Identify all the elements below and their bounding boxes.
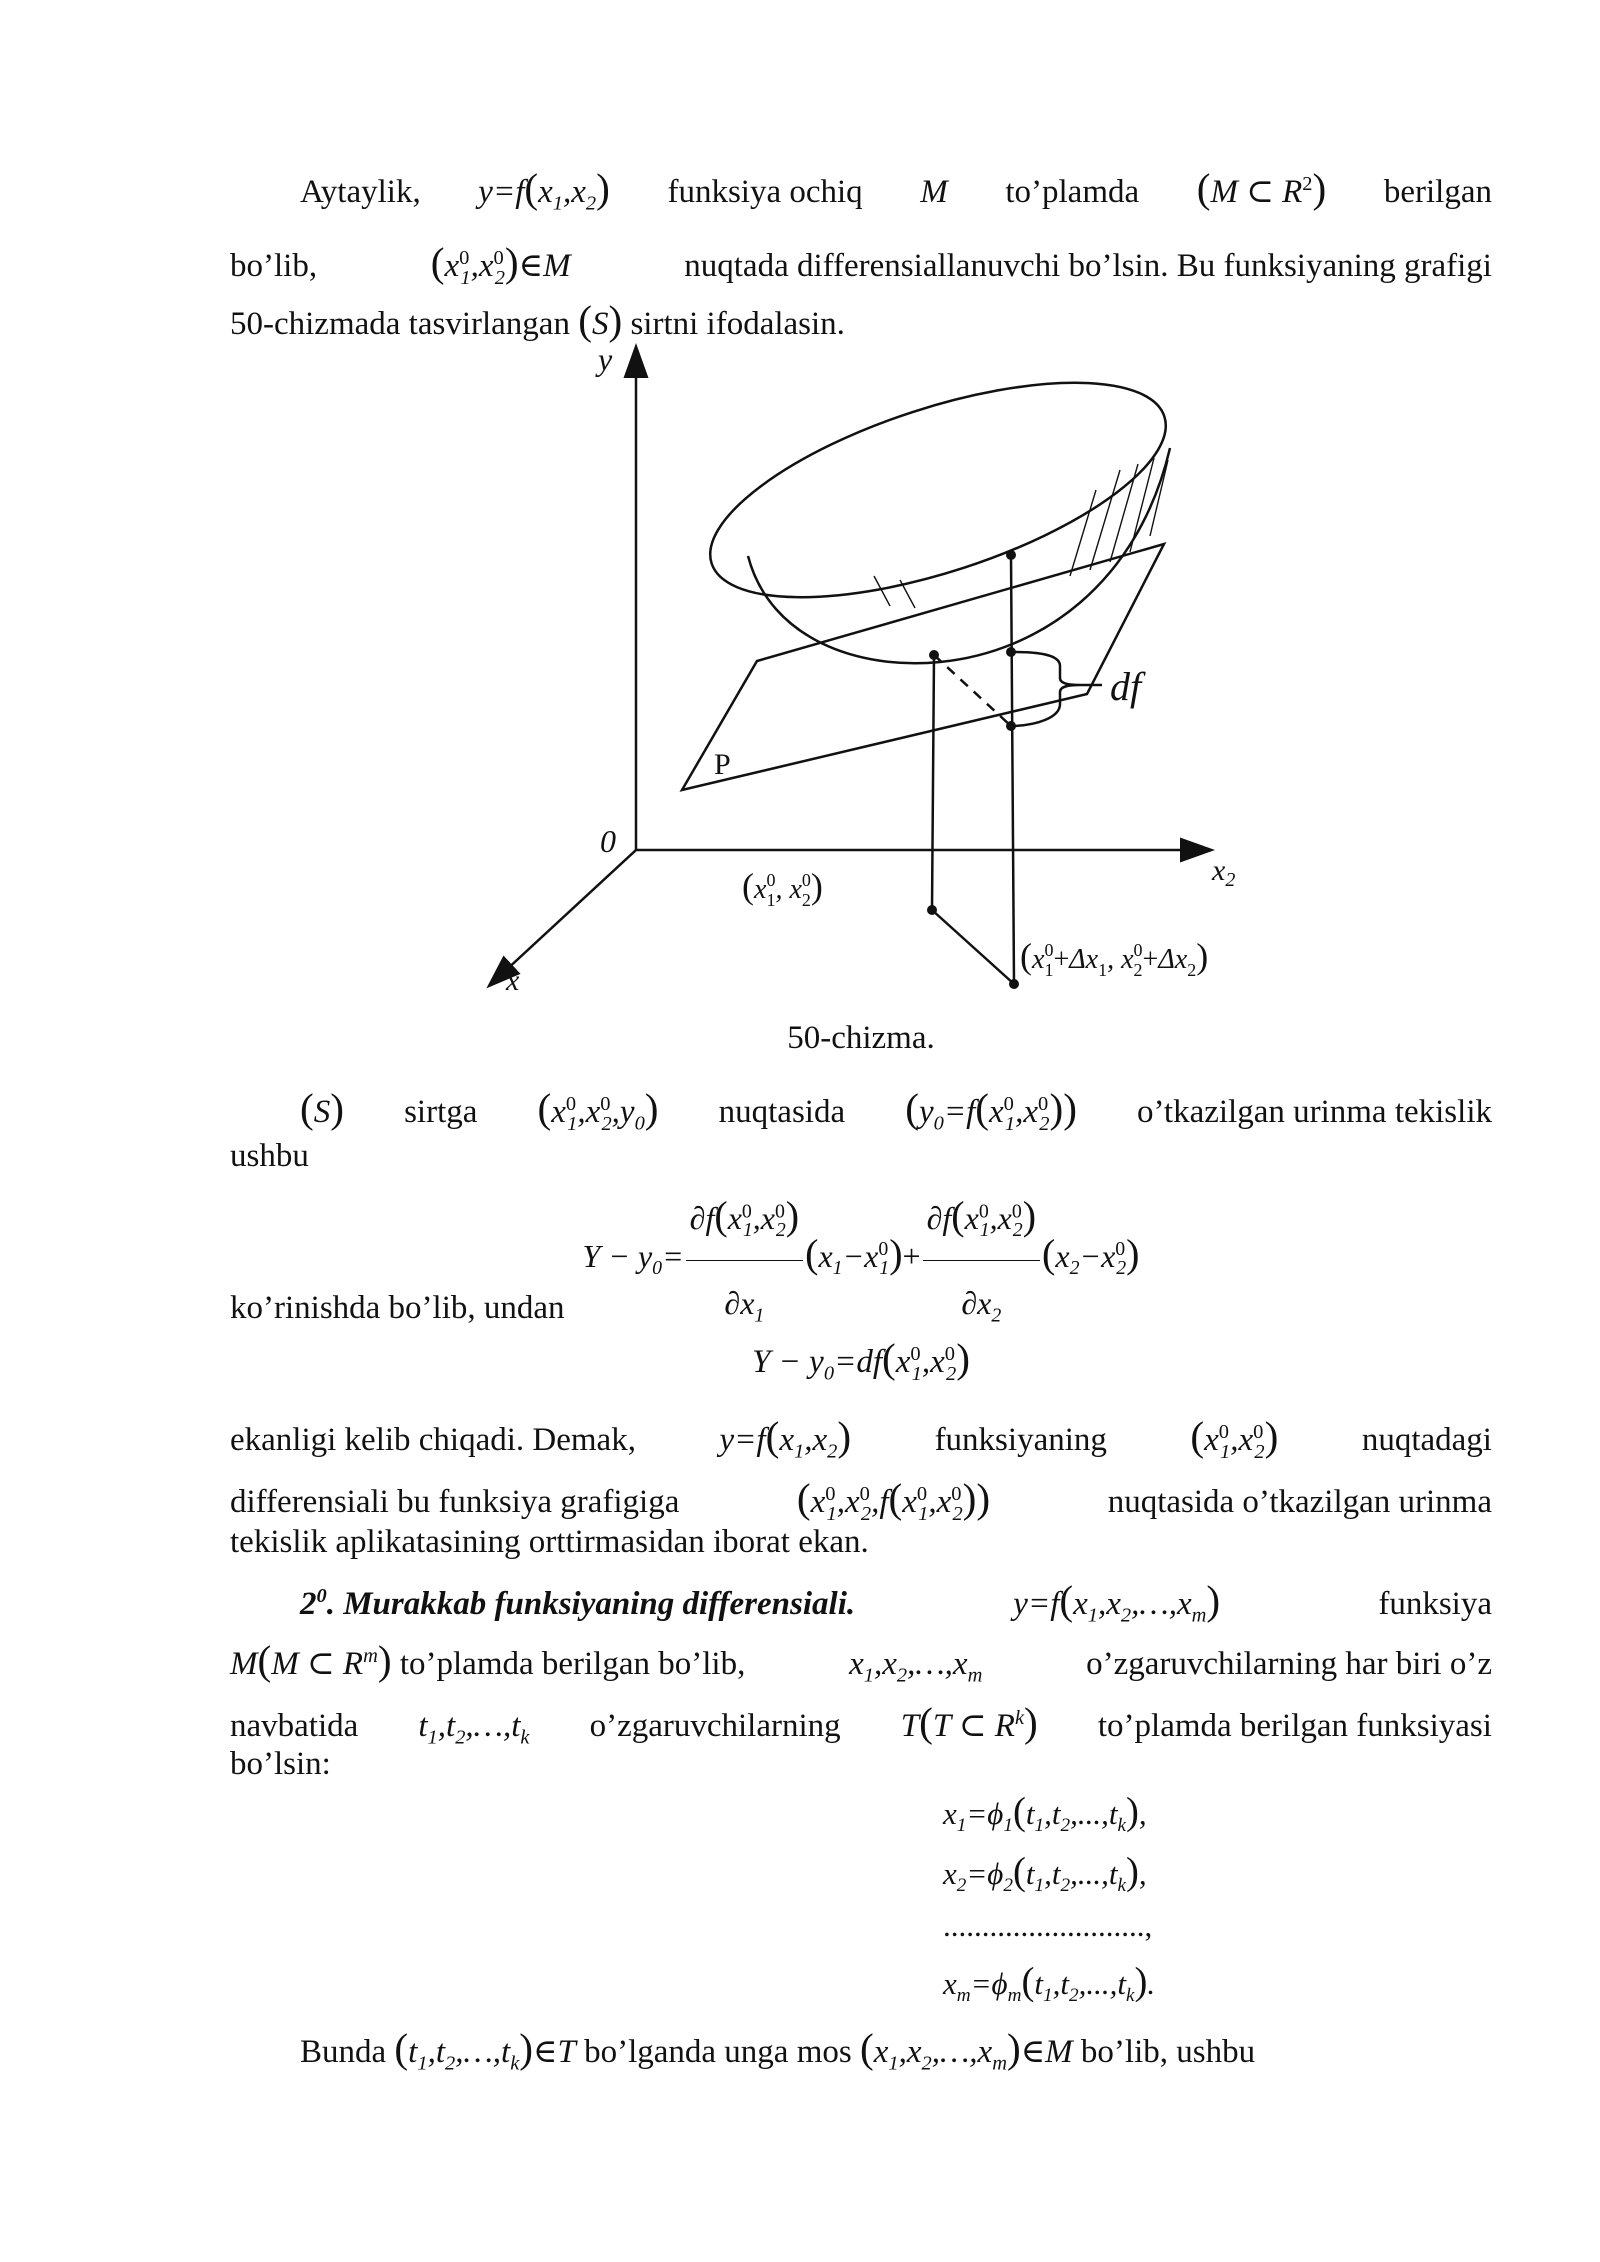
text-nuqtadagi: nuqtadagi — [1361, 1422, 1492, 1458]
text-line-4 — [230, 1086, 1492, 1134]
text-navbatida: navbatida — [230, 1708, 359, 1744]
surface-bottom — [748, 448, 1170, 663]
formula-M: M — [920, 174, 948, 210]
text-bolib-ushbu: bo’lib, ushbu — [1080, 2034, 1256, 2070]
formula-y-f-xm: $y=f(x_1,x_2,\dots,x_m)$ — [1013, 1577, 1221, 1627]
formula-t-in-T: $(t_1,t_2,\dots,t_k)\in T$ — [394, 2025, 576, 2075]
text-berilgan: berilgan — [1383, 174, 1492, 210]
text-funksiya-ochiq: funksiya ochiq — [667, 174, 863, 210]
vertical-2 — [1011, 555, 1014, 984]
text-ozgaruvchilarning: o’zgaruvchilarning — [589, 1708, 841, 1744]
text-ekanligi: ekanligi kelib chiqadi. Demak, — [230, 1422, 636, 1458]
text-line-2 — [230, 240, 1492, 288]
formula-point-x0: $(x^0_1,x^0_2)$ — [1190, 1413, 1279, 1463]
formula-M-Rm: M(M ⊂ $R^m$) to’plamda berilgan bo’lib, — [230, 1637, 746, 1683]
text-sirtga: sirtga — [404, 1094, 478, 1130]
text-line-5 — [230, 1414, 1492, 1462]
formula-S-2: (S) — [300, 1085, 344, 1131]
text-bolsin: bo’lsin: — [230, 1746, 331, 1782]
text-bunda: Bunda — [300, 2034, 387, 2070]
text-line-6 — [230, 1476, 1492, 1524]
formula-x1-xm: $x_1,x_2,\dots,x_m$ — [849, 1646, 983, 1687]
text-aytaylik: Aytaylik, — [300, 174, 421, 210]
base-line — [932, 910, 1014, 984]
formula-S: (S) — [578, 297, 623, 343]
text-line-1 — [230, 166, 1492, 214]
text-toplamda: to’plamda — [1005, 174, 1140, 210]
formula-system-m: $x_m=\phi_m(t_1,t_2,...,t_k)$. — [943, 1960, 1156, 2007]
point-increment-label: ($x^0$ $1+\Delta x_1$, $x^0$ $2+\Delta x_2$) — [1020, 936, 1209, 980]
formula-system-1: $x_1=\phi_1(t_1,t_2,...,t_k)$, — [943, 1790, 1147, 1837]
text-line-8 — [230, 1638, 1492, 1686]
text-chizmada: 50-chizmada tasvirlangan — [230, 306, 570, 342]
text-sirtni: sirtni ifodalasin. — [630, 306, 845, 342]
text-differensiali: differensiali bu funksiya grafigiga — [230, 1484, 680, 1520]
figure-50 — [470, 340, 1370, 1030]
text-bolganda: bo’lganda unga mos — [584, 2034, 852, 2070]
text-bolib: bo’lib, — [230, 248, 318, 284]
formula-y-f-2: $y=f(x_1,x_2)$ — [719, 1413, 852, 1463]
x-axis-label: x — [506, 964, 520, 997]
text-funksiyaning: funksiyaning — [934, 1422, 1107, 1458]
formula-point-in-M: $(x^0_1,x^0_2)\in M$ — [430, 239, 571, 289]
formula-point-y0: $(x^0_1,x^0_2,y_0)$ — [537, 1085, 659, 1135]
text-tekislik: tekislik aplikatasining orttirmasidan iborat ekan. — [230, 1524, 869, 1560]
vertical-1 — [932, 655, 934, 910]
text-nuqtasida-otk: nuqtasida o’tkazilgan urinma — [1107, 1484, 1492, 1520]
y-axis-label: y — [598, 341, 613, 377]
formula-y-f-x1-x2: $y=f(x_1,x_2)$ — [478, 165, 610, 215]
text-nuqtasida: nuqtasida — [718, 1094, 846, 1130]
text-toplamda-funksiyasi: to’plamda berilgan funksiyasi — [1097, 1708, 1492, 1744]
section-title: $2^0$. Murakkab funksiyaning differensiali. — [300, 1585, 856, 1622]
formula-y0-def: $(y_0=f(x^0_1,x^0_2))$ — [905, 1085, 1077, 1135]
text-ozgaruvchilar: o’zgaruvchilarning har biri o’z — [1086, 1646, 1492, 1682]
text-nuqtada-diff: nuqtada differensiallanuvchi bo’lsin. Bu funksiyaning grafigi — [684, 248, 1492, 284]
figure-caption: 50-chizma. — [787, 1020, 935, 1056]
text-ushbu: ushbu — [230, 1138, 309, 1174]
formula-system-2: $x_2=\phi_2(t_1,t_2,...,t_k)$, — [943, 1850, 1147, 1897]
formula-x-in-M: $(x_1,x_2,\dots,x_m)\in M$ — [859, 2025, 1073, 2075]
text-funksiya: funksiya — [1378, 1586, 1492, 1622]
text-korinishda: ko’rinishda bo’lib, undan — [230, 1290, 565, 1326]
text-line-10 — [230, 2026, 1492, 2074]
text-line-3 — [230, 298, 1492, 346]
formula-M-subset-R2: (M ⊂ $R^2$) — [1196, 165, 1327, 211]
formula-system-dots: .........................., — [943, 1908, 1153, 1943]
df-label: df — [1110, 664, 1142, 709]
text-line-9 — [230, 1700, 1492, 1748]
plane-label: P — [714, 748, 731, 781]
formula-df: $Y - y_0=df(x^0_1,x^0_2)$ — [752, 1335, 970, 1385]
formula-graph-point: $(x^0_1,x^0_2,f(x^0_1,x^0_2))$ — [796, 1475, 991, 1525]
text-otkazilgan: o’tkazilgan urinma tekislik — [1137, 1094, 1492, 1130]
text-line-7 — [230, 1578, 1492, 1626]
point-x0-label: ($x^0$ 1, $x^0$ 2) — [742, 866, 823, 910]
formula-tangent-plane: $Y - y_0=$ $\frac{\partial f(x^0_1,x^0_2)}{\partial x_1}$ $(x_1-x^0_1)+$ $\frac{\partial f(x^0_1,x^0_2)}{\partial x_2}$ $(x_2-x^0_2)$ — [230, 1176, 1492, 1343]
origin-label: 0 — [600, 823, 616, 859]
formula-T-Rk: T(T ⊂ $R^k$) — [900, 1699, 1038, 1745]
formula-t1-tk: $t_1,t_2,\dots,t_k$ — [418, 1708, 530, 1749]
x2-axis-label: $x_2$ — [1212, 854, 1236, 891]
df-brace — [1014, 652, 1080, 726]
